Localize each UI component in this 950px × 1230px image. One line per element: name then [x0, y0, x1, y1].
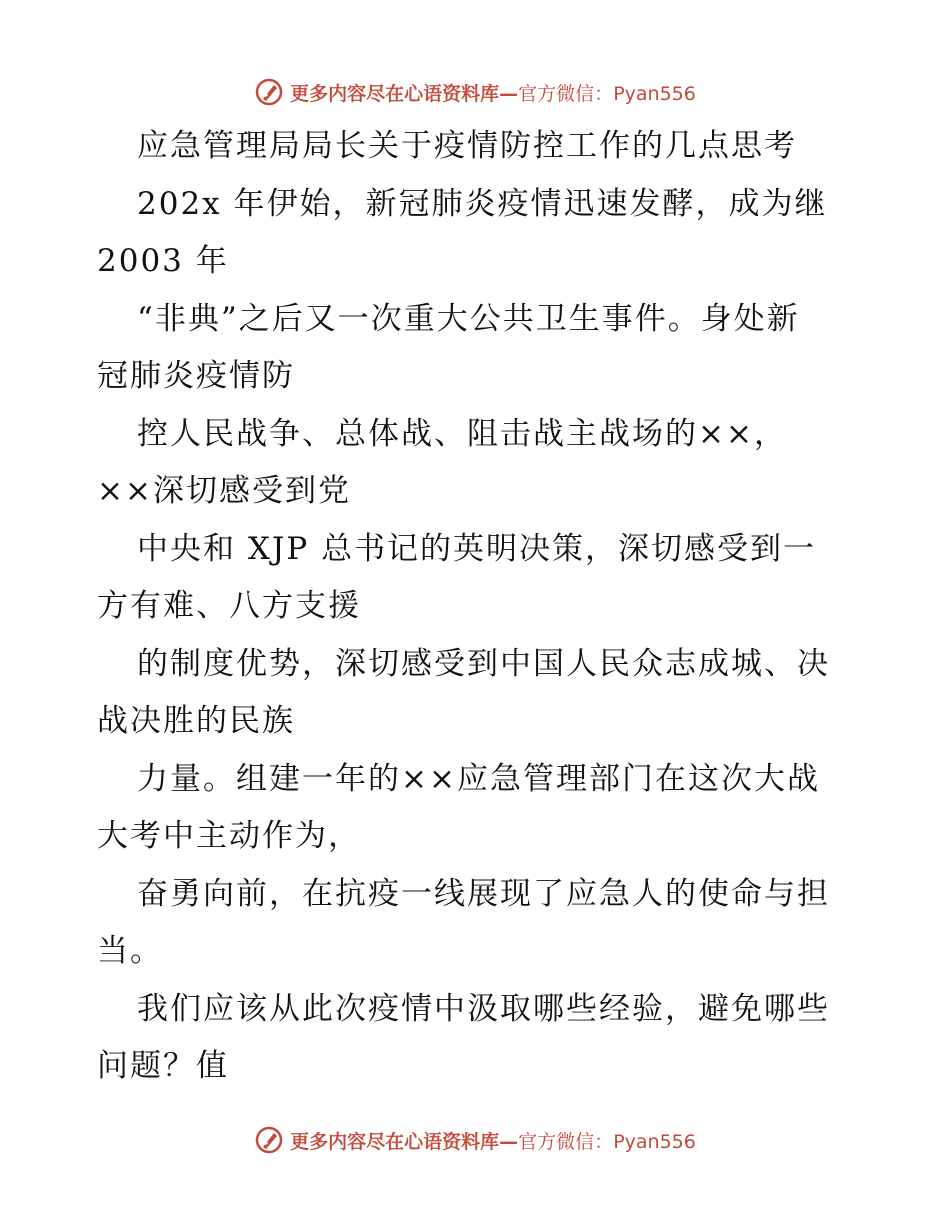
banner-account: Pyan556 — [613, 1130, 696, 1153]
document-line: 控人民战争、总体战、阻击战主战场的××， — [137, 415, 787, 452]
document-line: 当。 — [97, 933, 163, 969]
header-banner — [0, 72, 950, 112]
banner-separator: — — [499, 82, 519, 105]
document-line: 我们应该从此次疫情中汲取哪些经验，避免哪些 — [137, 990, 830, 1027]
pen-nib-logo-icon — [254, 1125, 284, 1155]
document-line: 202x 年伊始，新冠肺炎疫情迅速发酵，成为继 — [137, 185, 828, 222]
document-line: 中央和 XJP 总书记的英明决策，深切感受到一 — [137, 530, 817, 567]
document-line: 冠肺炎疫情防 — [97, 358, 295, 394]
document-line: 战决胜的民族 — [97, 703, 295, 739]
banner-text — [290, 1127, 696, 1154]
document-line: 应急管理局局长关于疫情防控工作的几点思考 — [137, 128, 797, 164]
banner-wechat-label: 官方微信： — [518, 1130, 614, 1153]
banner-account: Pyan556 — [613, 82, 696, 105]
document-line: 问题？值 — [97, 1048, 229, 1084]
banner-brand: 更多内容尽在心语资料库 — [290, 82, 500, 105]
document-line: 大考中主动作为， — [97, 818, 361, 854]
document-line: “非典”之后又一次重大公共卫生事件。身处新 — [137, 300, 800, 337]
document-line: 力量。组建一年的××应急管理部门在这次大战 — [137, 760, 820, 797]
document-line: 方有难、八方支援 — [97, 588, 361, 624]
banner-separator: — — [499, 1130, 519, 1153]
document-body — [97, 118, 857, 1096]
banner-brand: 更多内容尽在心语资料库 — [290, 1130, 500, 1153]
document-line: ××深切感受到党 — [97, 473, 351, 509]
footer-banner — [0, 1120, 950, 1160]
document-line: 奋勇向前，在抗疫一线展现了应急人的使命与担 — [137, 875, 830, 912]
document-line: 2003 年 — [97, 243, 229, 279]
banner-text — [290, 79, 696, 106]
pen-nib-logo-icon — [254, 77, 284, 107]
banner-wechat-label: 官方微信： — [518, 82, 614, 105]
document-line: 的制度优势，深切感受到中国人民众志成城、决 — [137, 645, 830, 682]
